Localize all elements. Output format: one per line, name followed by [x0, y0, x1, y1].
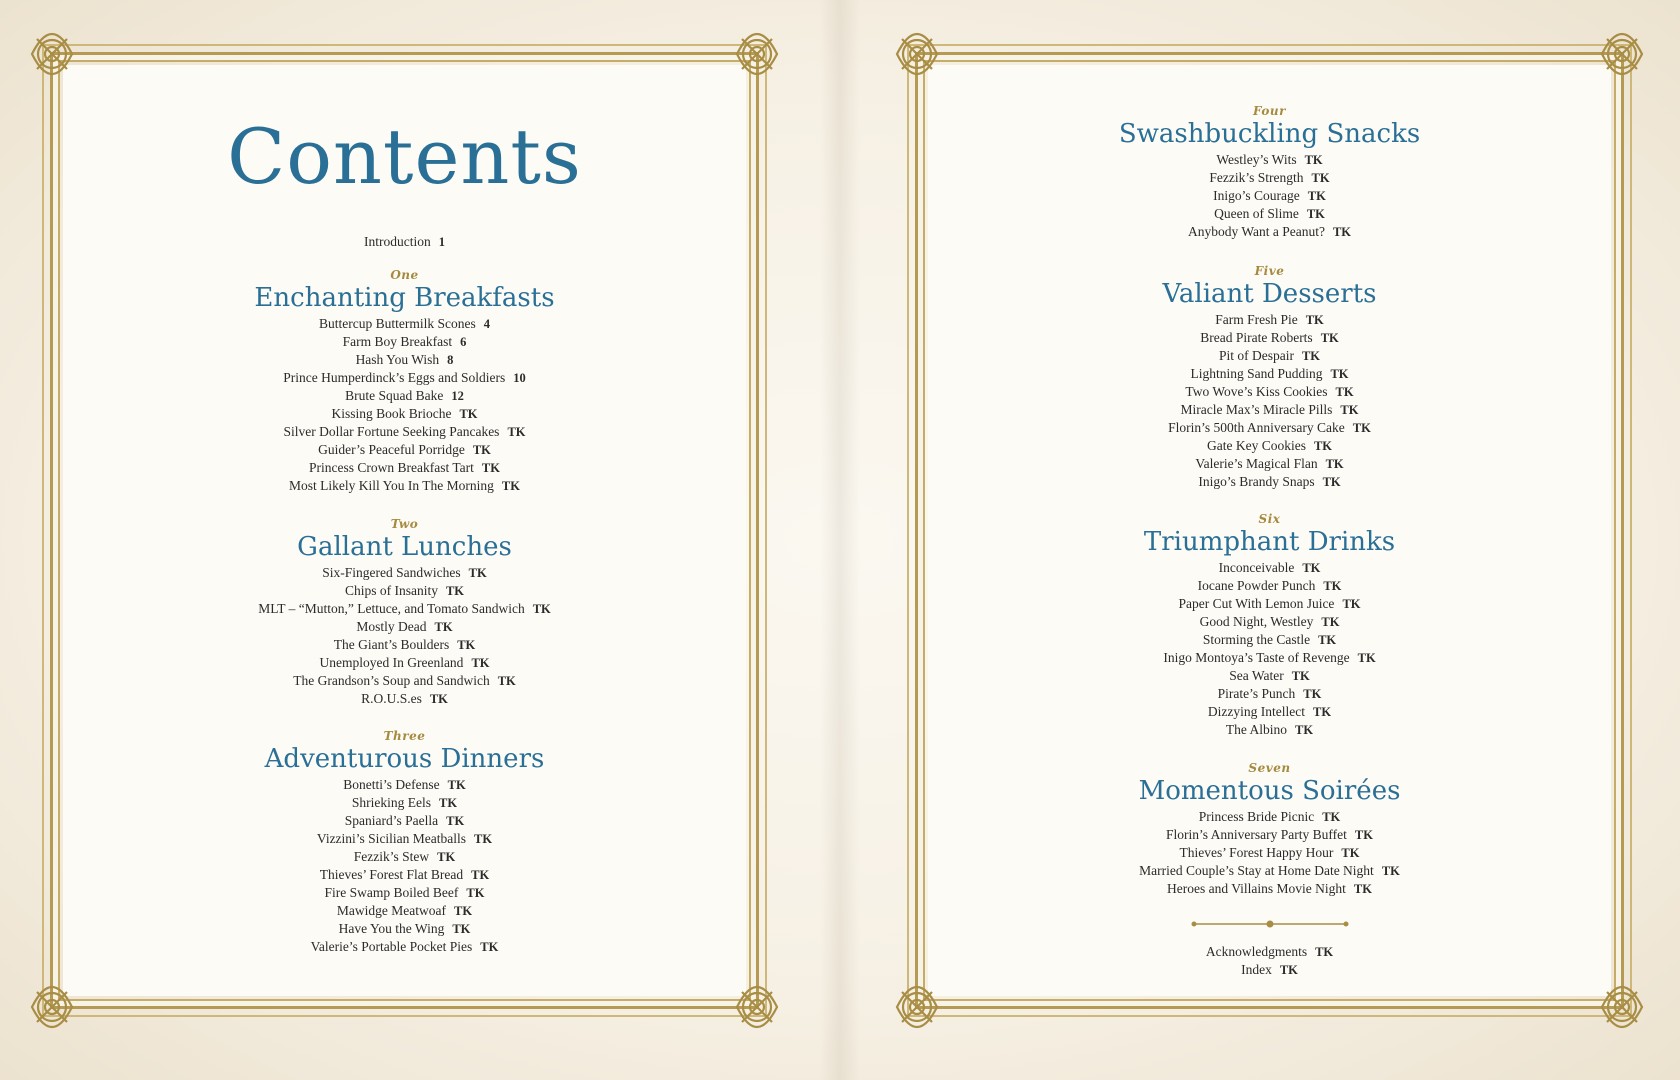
toc-entry[interactable] — [50, 672, 759, 690]
toc-entry[interactable] — [915, 401, 1624, 419]
toc-entry-page: TK — [1313, 439, 1333, 453]
toc-entry[interactable] — [915, 862, 1624, 880]
toc-entry-page: TK — [472, 443, 491, 457]
toc-entry-page: TK — [474, 832, 493, 846]
section-title: Adventurous Dinners — [264, 744, 545, 774]
toc-entry[interactable] — [50, 315, 759, 333]
toc-entry[interactable] — [50, 830, 759, 848]
toc-entry[interactable] — [50, 441, 759, 459]
toc-entry-page: TK — [429, 692, 448, 706]
toc-entry-label: Mostly Dead — [356, 619, 427, 634]
toc-entry-label: Princess Bride Picnic — [1198, 809, 1315, 824]
back-matter-items — [915, 943, 1624, 979]
toc-entry[interactable] — [915, 311, 1624, 329]
toc-entry-label: Thieves’ Forest Happy Hour — [1179, 845, 1334, 860]
back-matter — [915, 943, 1624, 979]
toc-entry[interactable] — [915, 187, 1624, 205]
toc-entry-page: TK — [445, 584, 465, 598]
toc-entry-page: TK — [1332, 225, 1352, 239]
toc-entry-page: TK — [446, 814, 465, 828]
toc-entry-label: Queen of Slime — [1214, 206, 1299, 221]
toc-entry-label: Storming the Castle — [1202, 632, 1311, 647]
toc-entry-label: Six-Fingered Sandwiches — [322, 565, 461, 580]
toc-entry[interactable] — [915, 437, 1624, 455]
toc-entry-label: Chips of Insanity — [344, 583, 438, 598]
toc-entry-label: Paper Cut With Lemon Juice — [1178, 596, 1335, 611]
toc-entry-label: The Giant’s Boulders — [333, 637, 450, 652]
toc-entry[interactable] — [50, 812, 759, 830]
toc-entry-page: TK — [1305, 313, 1324, 327]
toc-entry[interactable] — [915, 808, 1624, 826]
toc-entry-page: TK — [471, 656, 490, 670]
section-items — [50, 315, 759, 495]
toc-entry[interactable] — [915, 631, 1624, 649]
toc-entry-label: Gate Key Cookies — [1206, 438, 1306, 453]
toc-entry-page: 4 — [483, 317, 490, 331]
toc-entry[interactable] — [915, 223, 1624, 241]
toc-entry-page: TK — [1302, 561, 1321, 575]
toc-entry-label: Mawidge Meatwoaf — [336, 903, 447, 918]
toc-entry[interactable] — [50, 794, 759, 812]
toc-entry-label: Fire Swamp Boiled Beef — [324, 885, 459, 900]
toc-entry[interactable] — [50, 690, 759, 708]
toc-entry[interactable] — [50, 866, 759, 884]
toc-entry-page: TK — [1352, 421, 1371, 435]
toc-entry-label: Pit of Despair — [1218, 348, 1294, 363]
toc-entry-label: Lightning Sand Pudding — [1190, 366, 1323, 381]
section-swashbuckling-snacks — [915, 104, 1624, 241]
toc-entry-page: TK — [481, 461, 500, 475]
toc-entry-label: MLT – “Mutton,” Lettuce, and Tomato Sandwich — [258, 601, 525, 616]
toc-entry-page: 8 — [447, 353, 454, 367]
toc-entry-page: TK — [437, 850, 456, 864]
section-title: Triumphant Drinks — [1143, 527, 1396, 557]
toc-entry-page: TK — [480, 940, 499, 954]
section-numeral: Five — [1254, 264, 1285, 278]
section-momentous-soirees — [915, 761, 1624, 898]
toc-entry-label: Married Couple’s Stay at Home Date Night — [1139, 863, 1374, 878]
toc-entry[interactable] — [50, 459, 759, 477]
section-title: Gallant Lunches — [297, 532, 512, 562]
toc-entry-page: TK — [1313, 705, 1332, 719]
toc-entry[interactable] — [50, 848, 759, 866]
toc-entry-page: 1 — [438, 235, 445, 249]
section-numeral: Seven — [1248, 761, 1291, 775]
toc-entry-page: TK — [452, 922, 471, 936]
toc-entry[interactable] — [50, 351, 759, 369]
toc-entry-page: TK — [459, 407, 478, 421]
toc-entry-page: TK — [471, 868, 490, 882]
toc-entry-label: Fezzik’s Stew — [353, 849, 430, 864]
toc-entry[interactable] — [50, 477, 759, 495]
toc-entry[interactable] — [915, 577, 1624, 595]
toc-entry-page: TK — [1306, 207, 1325, 221]
toc-entry-label: Heroes and Villains Movie Night — [1167, 881, 1346, 896]
toc-entry-page: TK — [1311, 171, 1330, 185]
toc-entry[interactable] — [915, 151, 1624, 169]
toc-entry-label: Prince Humperdinck’s Eggs and Soldiers — [283, 370, 506, 385]
toc-entry[interactable] — [915, 943, 1624, 961]
toc-entry-label: Silver Dollar Fortune Seeking Pancakes — [283, 424, 500, 439]
toc-entry[interactable] — [915, 169, 1624, 187]
section-enchanting-breakfasts — [50, 268, 759, 495]
toc-entry[interactable] — [50, 423, 759, 441]
toc-entry-page: TK — [507, 425, 526, 439]
toc-entry[interactable] — [915, 721, 1624, 739]
toc-entry[interactable] — [50, 369, 759, 387]
toc-entry-label: Florin’s Anniversary Party Buffet — [1166, 827, 1347, 842]
toc-entry-page: TK — [466, 886, 485, 900]
right-page — [840, 0, 1680, 1080]
toc-entry-page: TK — [1295, 723, 1314, 737]
toc-entry-page: TK — [468, 566, 487, 580]
toc-entry[interactable] — [50, 902, 759, 920]
toc-entry-label: Brute Squad Bake — [345, 388, 444, 403]
section-items — [915, 311, 1624, 491]
toc-entry-page: 10 — [513, 371, 526, 385]
section-adventurous-dinners — [50, 729, 759, 956]
section-numeral: Four — [1253, 104, 1286, 118]
section-title: Momentous Soirées — [1138, 776, 1401, 806]
toc-entry[interactable] — [915, 880, 1624, 898]
toc-entry-label: Have You the Wing — [338, 921, 445, 936]
toc-entry-label: Fezzik’s Strength — [1209, 170, 1304, 185]
toc-entry[interactable] — [915, 365, 1624, 383]
toc-entry-label: Acknowledgments — [1205, 944, 1308, 959]
toc-entry-label: Inigo’s Courage — [1213, 188, 1300, 203]
toc-entry-page: TK — [1322, 810, 1341, 824]
section-numeral: Two — [390, 517, 419, 531]
toc-entry[interactable] — [50, 654, 759, 672]
toc-entry[interactable] — [915, 613, 1624, 631]
toc-entry[interactable] — [50, 333, 759, 351]
toc-entry[interactable] — [915, 383, 1624, 401]
toc-entry-label: Valerie’s Magical Flan — [1195, 456, 1318, 471]
section-triumphant-drinks — [915, 512, 1624, 739]
toc-entry-label: Bread Pirate Roberts — [1200, 330, 1313, 345]
section-items — [915, 151, 1624, 241]
toc-entry[interactable] — [915, 559, 1624, 577]
toc-entry-page: TK — [1342, 597, 1361, 611]
toc-entry[interactable] — [915, 685, 1624, 703]
toc-entry-label: Vizzini’s Sicilian Meatballs — [316, 831, 467, 846]
toc-entry-page: TK — [1322, 475, 1341, 489]
toc-entry[interactable] — [50, 405, 759, 423]
section-numeral: One — [390, 268, 419, 282]
toc-entry-label: Inigo’s Brandy Snaps — [1198, 474, 1315, 489]
toc-entry[interactable] — [50, 884, 759, 902]
toc-entry-page: TK — [1381, 864, 1400, 878]
toc-entry[interactable] — [50, 600, 759, 618]
toc-entry[interactable] — [915, 455, 1624, 473]
toc-entry-page: 12 — [451, 389, 464, 403]
toc-entry-label: Unemployed In Greenland — [319, 655, 464, 670]
toc-entry-label: Index — [1241, 962, 1272, 977]
toc-entry-label: The Grandson’s Soup and Sandwich — [293, 673, 490, 688]
toc-entry-page: TK — [1354, 828, 1373, 842]
toc-entry[interactable] — [50, 564, 759, 582]
toc-entry[interactable] — [915, 419, 1624, 437]
section-gallant-lunches — [50, 517, 759, 708]
toc-entry-label: The Albino — [1225, 722, 1288, 737]
toc-entry-label: Iocane Powder Punch — [1197, 578, 1316, 593]
toc-entry[interactable] — [50, 636, 759, 654]
toc-entry-page: TK — [1325, 457, 1344, 471]
toc-entry[interactable] — [915, 844, 1624, 862]
toc-entry-page: TK — [447, 778, 466, 792]
toc-entry[interactable] — [915, 649, 1624, 667]
section-items — [915, 559, 1624, 739]
toc-entry[interactable] — [915, 703, 1624, 721]
section-title: Swashbuckling Snacks — [1118, 119, 1421, 149]
section-title: Enchanting Breakfasts — [254, 283, 555, 313]
toc-entry[interactable] — [915, 667, 1624, 685]
toc-entry[interactable] — [915, 205, 1624, 223]
toc-entry-page: TK — [1341, 846, 1360, 860]
toc-entry-label: Westley’s Wits — [1216, 152, 1297, 167]
toc-entry-page: TK — [457, 638, 476, 652]
toc-entry-label: Shrieking Eels — [351, 795, 432, 810]
toc-entry-page: TK — [1320, 331, 1339, 345]
toc-entry-label: Valerie’s Portable Pocket Pies — [310, 939, 473, 954]
toc-entry-label: R.O.U.S.es — [361, 691, 422, 706]
toc-entry-page: TK — [454, 904, 473, 918]
toc-entry[interactable] — [50, 920, 759, 938]
toc-entry-label: Farm Boy Breakfast — [342, 334, 453, 349]
ornamental-divider-icon — [915, 917, 1624, 935]
section-items — [915, 808, 1624, 898]
toc-entry-page: TK — [1279, 963, 1298, 977]
toc-entry[interactable] — [915, 595, 1624, 613]
toc-entry-label: Kissing Book Brioche — [331, 406, 452, 421]
toc-entry-page: TK — [1335, 385, 1354, 399]
page-title: Contents — [227, 112, 582, 201]
toc-entry-label: Thieves’ Forest Flat Bread — [319, 867, 464, 882]
toc-entry-label: Good Night, Westley — [1199, 614, 1314, 629]
toc-entry-page: TK — [1301, 349, 1321, 363]
toc-entry-page: 6 — [460, 335, 467, 349]
section-title: Valiant Desserts — [1162, 279, 1377, 309]
toc-entry-label: Introduction — [364, 234, 431, 249]
toc-entry[interactable] — [915, 826, 1624, 844]
toc-entry-label: Inigo Montoya’s Taste of Revenge — [1163, 650, 1350, 665]
toc-entry[interactable] — [50, 938, 759, 956]
toc-entry-page: TK — [1321, 615, 1340, 629]
toc-entry[interactable] — [50, 582, 759, 600]
section-items — [50, 564, 759, 708]
toc-entry-page: TK — [497, 674, 516, 688]
toc-entry-page: TK — [1315, 945, 1334, 959]
toc-entry-page: TK — [439, 796, 458, 810]
section-valiant-desserts — [915, 264, 1624, 491]
toc-entry-label: Spaniard’s Paella — [344, 813, 439, 828]
toc-entry[interactable] — [915, 329, 1624, 347]
toc-entry-page: TK — [501, 479, 520, 493]
toc-entry-page: TK — [1353, 882, 1372, 896]
toc-entry-page: TK — [1330, 367, 1349, 381]
section-items — [50, 776, 759, 956]
toc-entry-label: Most Likely Kill You In The Morning — [289, 478, 494, 493]
toc-entry-label: Hash You Wish — [355, 352, 440, 367]
toc-entry-label: Dizzying Intellect — [1207, 704, 1306, 719]
toc-entry-page: TK — [1291, 669, 1310, 683]
toc-entry-label: Princess Crown Breakfast Tart — [309, 460, 474, 475]
toc-entry[interactable] — [915, 961, 1624, 979]
toc-introduction[interactable] — [50, 234, 759, 250]
toc-entry-label: Pirate’s Punch — [1217, 686, 1296, 701]
toc-entry-page: TK — [1307, 189, 1326, 203]
toc-entry-label: Guider’s Peaceful Porridge — [318, 442, 465, 457]
toc-entry[interactable] — [915, 473, 1624, 491]
toc-entry-label: Sea Water — [1229, 668, 1284, 683]
section-numeral: Three — [383, 729, 426, 743]
toc-entry-label: Florin’s 500th Anniversary Cake — [1168, 420, 1345, 435]
toc-entry-page: TK — [1303, 687, 1322, 701]
toc-entry-page: TK — [1318, 633, 1337, 647]
toc-entry-label: Anybody Want a Peanut? — [1187, 224, 1325, 239]
toc-entry-page: TK — [434, 620, 453, 634]
toc-entry[interactable] — [50, 387, 759, 405]
toc-entry-label: Inconceivable — [1218, 560, 1295, 575]
toc-entry-label: Bonetti’s Defense — [343, 777, 440, 792]
toc-entry[interactable] — [50, 776, 759, 794]
toc-entry-page: TK — [1323, 579, 1342, 593]
toc-entry-page: TK — [532, 602, 551, 616]
toc-entry-label: Miracle Max’s Miracle Pills — [1180, 402, 1333, 417]
toc-entry[interactable] — [50, 618, 759, 636]
section-numeral: Six — [1258, 512, 1281, 526]
toc-entry-page: TK — [1304, 153, 1323, 167]
toc-entry-page: TK — [1340, 403, 1359, 417]
toc-entry-page: TK — [1357, 651, 1376, 665]
toc-entry[interactable] — [915, 347, 1624, 365]
toc-entry-label: Two Wove’s Kiss Cookies — [1185, 384, 1328, 399]
toc-entry-label: Buttercup Buttermilk Scones — [319, 316, 476, 331]
toc-entry-label: Farm Fresh Pie — [1215, 312, 1298, 327]
